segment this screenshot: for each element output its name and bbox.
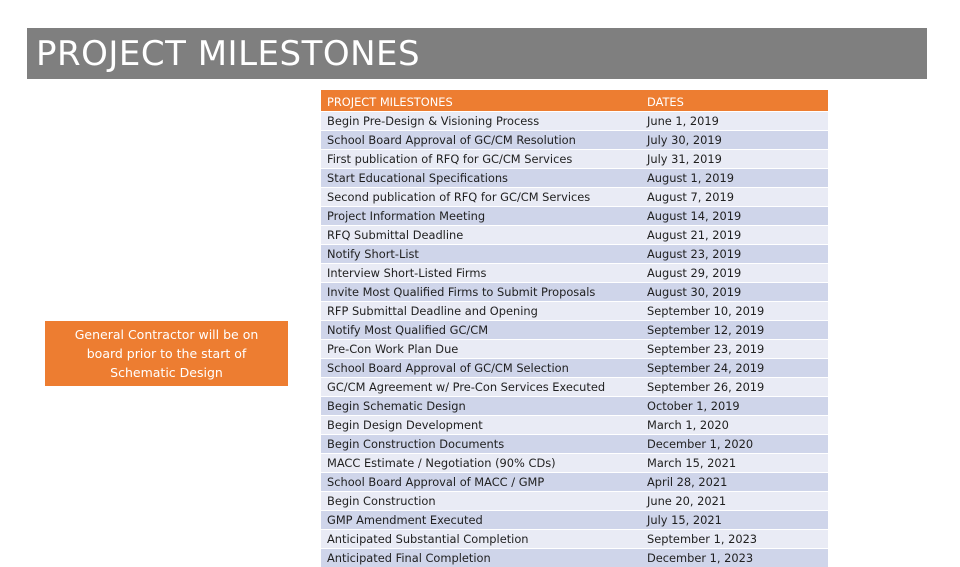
table-row: [321, 302, 828, 321]
milestone-cell: Pre-Con Work Plan Due: [321, 340, 641, 359]
milestone-cell: GC/CM Agreement w/ Pre-Con Services Executed: [321, 378, 641, 397]
milestone-cell: Notify Short-List: [321, 245, 641, 264]
table-row: [321, 397, 828, 416]
table-row: [321, 511, 828, 530]
milestone-cell: Anticipated Final Completion: [321, 549, 641, 567]
date-cell: March 15, 2021: [641, 454, 828, 473]
table-row: [321, 378, 828, 397]
milestone-cell: Project Information Meeting: [321, 207, 641, 226]
table-row: [321, 549, 828, 567]
table-row: [321, 321, 828, 340]
milestone-cell: Start Educational Specifications: [321, 169, 641, 188]
date-cell: December 1, 2023: [641, 549, 828, 567]
milestone-cell: GMP Amendment Executed: [321, 511, 641, 530]
table-row: [321, 492, 828, 511]
table-row: [321, 454, 828, 473]
date-cell: September 26, 2019: [641, 378, 828, 397]
milestone-cell: Second publication of RFQ for GC/CM Services: [321, 188, 641, 207]
table-row: [321, 530, 828, 549]
table-row: [321, 416, 828, 435]
callout-box: [45, 321, 288, 386]
table-row: [321, 245, 828, 264]
date-cell: September 12, 2019: [641, 321, 828, 340]
table-row: [321, 359, 828, 378]
milestone-cell: Notify Most Qualified GC/CM: [321, 321, 641, 340]
date-cell: June 1, 2019: [641, 112, 828, 131]
table-body: [321, 112, 828, 567]
milestone-cell: MACC Estimate / Negotiation (90% CDs): [321, 454, 641, 473]
date-cell: December 1, 2020: [641, 435, 828, 454]
milestone-cell: School Board Approval of GC/CM Selection: [321, 359, 641, 378]
table-row: [321, 112, 828, 131]
milestone-cell: Begin Schematic Design: [321, 397, 641, 416]
milestone-cell: Anticipated Substantial Completion: [321, 530, 641, 549]
milestones-table: [321, 90, 828, 567]
milestone-cell: Begin Construction Documents: [321, 435, 641, 454]
milestone-cell: School Board Approval of GC/CM Resolution: [321, 131, 641, 150]
milestone-cell: Begin Pre-Design & Visioning Process: [321, 112, 641, 131]
milestone-cell: First publication of RFQ for GC/CM Services: [321, 150, 641, 169]
date-cell: June 20, 2021: [641, 492, 828, 511]
table-row: [321, 473, 828, 492]
date-cell: March 1, 2020: [641, 416, 828, 435]
header-dates: DATES: [641, 90, 828, 112]
milestone-cell: RFQ Submittal Deadline: [321, 226, 641, 245]
date-cell: September 1, 2023: [641, 530, 828, 549]
table-header-row: [321, 90, 828, 112]
date-cell: July 15, 2021: [641, 511, 828, 530]
table-row: [321, 226, 828, 245]
milestone-cell: RFP Submittal Deadline and Opening: [321, 302, 641, 321]
table-row: [321, 169, 828, 188]
date-cell: August 29, 2019: [641, 264, 828, 283]
milestone-cell: Invite Most Qualified Firms to Submit Proposals: [321, 283, 641, 302]
table-row: [321, 150, 828, 169]
table-row: [321, 340, 828, 359]
date-cell: August 14, 2019: [641, 207, 828, 226]
date-cell: October 1, 2019: [641, 397, 828, 416]
milestone-cell: Interview Short-Listed Firms: [321, 264, 641, 283]
table-row: [321, 207, 828, 226]
date-cell: September 23, 2019: [641, 340, 828, 359]
page-title: PROJECT MILESTONES: [36, 34, 420, 74]
table-row: [321, 435, 828, 454]
date-cell: July 31, 2019: [641, 150, 828, 169]
table-row: [321, 283, 828, 302]
table-row: [321, 264, 828, 283]
date-cell: August 23, 2019: [641, 245, 828, 264]
callout-text: General Contractor will be on board prior to the start of Schematic Design: [45, 325, 288, 382]
date-cell: July 30, 2019: [641, 131, 828, 150]
title-bar: [27, 28, 927, 79]
header-milestone: PROJECT MILESTONES: [321, 90, 641, 112]
date-cell: August 30, 2019: [641, 283, 828, 302]
date-cell: September 10, 2019: [641, 302, 828, 321]
date-cell: April 28, 2021: [641, 473, 828, 492]
date-cell: September 24, 2019: [641, 359, 828, 378]
table-row: [321, 131, 828, 150]
date-cell: August 1, 2019: [641, 169, 828, 188]
table-row: [321, 188, 828, 207]
milestone-cell: School Board Approval of MACC / GMP: [321, 473, 641, 492]
date-cell: August 21, 2019: [641, 226, 828, 245]
milestone-cell: Begin Design Development: [321, 416, 641, 435]
date-cell: August 7, 2019: [641, 188, 828, 207]
milestone-cell: Begin Construction: [321, 492, 641, 511]
